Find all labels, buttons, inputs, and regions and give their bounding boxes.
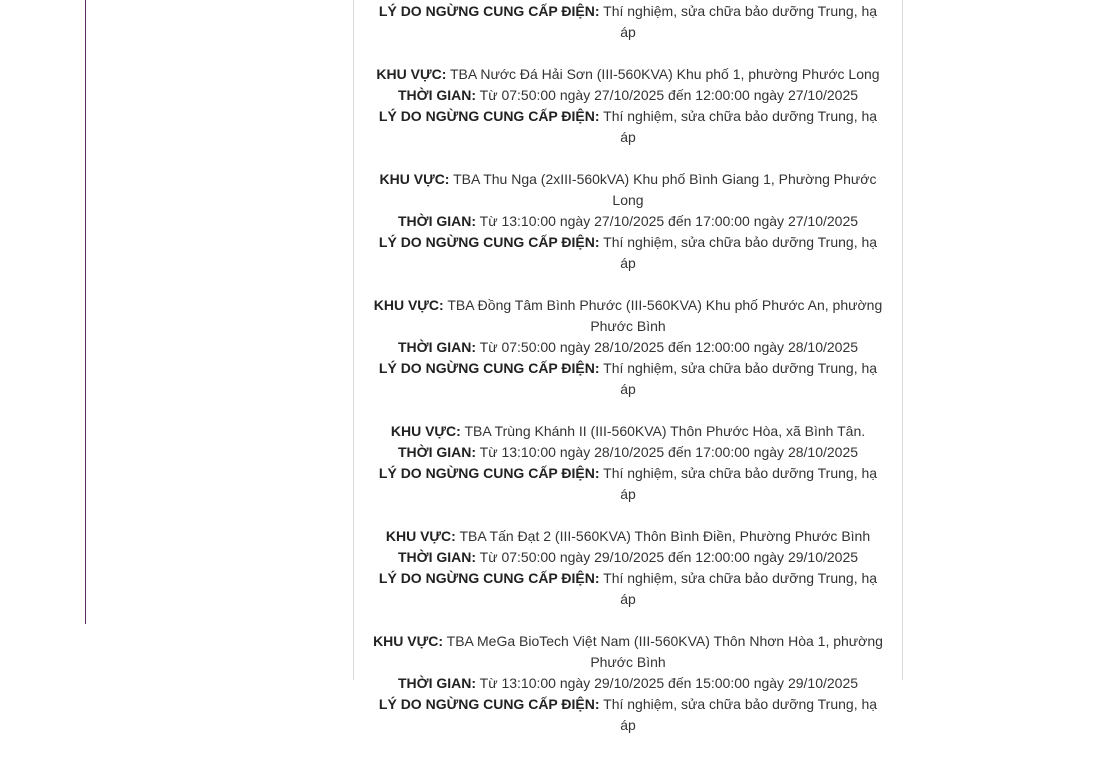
area-label: KHU VỰC:	[379, 171, 450, 187]
time-line	[372, 673, 884, 694]
area-value: TBA MeGa BioTech Việt Nam (III-560KVA) Thôn Nhơn Hòa 1, phường Phước Bình	[446, 633, 883, 670]
reason-value: Thí nghiệm, sửa chữa bảo dưỡng Trung, hạ áp	[603, 108, 878, 145]
reason-line	[372, 358, 884, 400]
area-line	[372, 526, 884, 547]
outage-entry	[372, 0, 884, 43]
time-value: Từ 13:10:00 ngày 29/10/2025 đến 15:00:00 ngày 29/10/2025	[479, 675, 859, 691]
area-value: TBA Thu Nga (2xIII-560kVA) Khu phố Bình Giang 1, Phường Phước Long	[453, 171, 877, 208]
area-line	[372, 295, 884, 337]
outage-entry	[372, 526, 884, 610]
time-line	[372, 337, 884, 358]
area-value: TBA Tấn Đạt 2 (III-560KVA) Thôn Bình Điền, Phường Phước Bình	[459, 528, 871, 544]
reason-value: Thí nghiệm, sửa chữa bảo dưỡng Trung, hạ áp	[603, 3, 878, 40]
outage-entry	[372, 631, 884, 736]
reason-line	[372, 1, 884, 43]
time-label: THỜI GIAN:	[397, 675, 477, 691]
area-label: KHU VỰC:	[373, 297, 444, 313]
time-label: THỜI GIAN:	[397, 339, 477, 355]
reason-line	[372, 463, 884, 505]
area-line	[372, 421, 884, 442]
time-line	[372, 442, 884, 463]
time-line	[372, 211, 884, 232]
left-divider	[85, 0, 86, 624]
reason-label: LÝ DO NGỪNG CUNG CẤP ĐIỆN:	[378, 465, 600, 481]
time-line	[372, 547, 884, 568]
outage-entry	[372, 421, 884, 505]
outage-entry	[372, 169, 884, 274]
area-label: KHU VỰC:	[373, 633, 444, 649]
area-label: KHU VỰC:	[385, 528, 456, 544]
reason-value: Thí nghiệm, sửa chữa bảo dưỡng Trung, hạ áp	[603, 465, 878, 502]
time-value: Từ 13:10:00 ngày 27/10/2025 đến 17:00:00 ngày 27/10/2025	[479, 213, 859, 229]
reason-value: Thí nghiệm, sửa chữa bảo dưỡng Trung, hạ áp	[603, 360, 878, 397]
reason-label: LÝ DO NGỪNG CUNG CẤP ĐIỆN:	[378, 360, 600, 376]
reason-label: LÝ DO NGỪNG CUNG CẤP ĐIỆN:	[378, 234, 600, 250]
reason-line	[372, 232, 884, 274]
reason-line	[372, 106, 884, 148]
reason-value: Thí nghiệm, sửa chữa bảo dưỡng Trung, hạ áp	[603, 234, 878, 271]
time-value: Từ 13:10:00 ngày 28/10/2025 đến 17:00:00 ngày 28/10/2025	[479, 444, 859, 460]
time-label: THỜI GIAN:	[397, 444, 477, 460]
area-label: KHU VỰC:	[376, 66, 447, 82]
time-value: Từ 07:50:00 ngày 27/10/2025 đến 12:00:00 ngày 27/10/2025	[479, 87, 859, 103]
outage-entry	[372, 295, 884, 400]
time-line	[372, 85, 884, 106]
area-value: TBA Nước Đá Hải Sơn (III-560KVA) Khu phố 1, phường Phước Long	[450, 66, 880, 82]
area-label: KHU VỰC:	[390, 423, 461, 439]
reason-value: Thí nghiệm, sửa chữa bảo dưỡng Trung, hạ áp	[603, 570, 878, 607]
time-label: THỜI GIAN:	[397, 87, 477, 103]
reason-value: Thí nghiệm, sửa chữa bảo dưỡng Trung, hạ áp	[603, 696, 878, 733]
area-line	[372, 64, 884, 85]
reason-label: LÝ DO NGỪNG CUNG CẤP ĐIỆN:	[378, 108, 600, 124]
outage-entry	[372, 64, 884, 148]
area-value: TBA Trùng Khánh II (III-560KVA) Thôn Phước Hòa, xã Bình Tân.	[464, 423, 866, 439]
area-line	[372, 631, 884, 673]
reason-label: LÝ DO NGỪNG CUNG CẤP ĐIỆN:	[378, 696, 600, 712]
area-value: TBA Đồng Tâm Bình Phước (III-560KVA) Khu phố Phước An, phường Phước Bình	[447, 297, 883, 334]
reason-label: LÝ DO NGỪNG CUNG CẤP ĐIỆN:	[378, 3, 600, 19]
time-value: Từ 07:50:00 ngày 28/10/2025 đến 12:00:00 ngày 28/10/2025	[479, 339, 859, 355]
time-label: THỜI GIAN:	[397, 549, 477, 565]
reason-line	[372, 694, 884, 736]
reason-line	[372, 568, 884, 610]
time-value: Từ 07:50:00 ngày 29/10/2025 đến 12:00:00 ngày 29/10/2025	[479, 549, 859, 565]
outage-list	[372, 0, 884, 757]
time-label: THỜI GIAN:	[397, 213, 477, 229]
reason-label: LÝ DO NGỪNG CUNG CẤP ĐIỆN:	[378, 570, 600, 586]
area-line	[372, 169, 884, 211]
outage-content-card	[353, 0, 903, 733]
